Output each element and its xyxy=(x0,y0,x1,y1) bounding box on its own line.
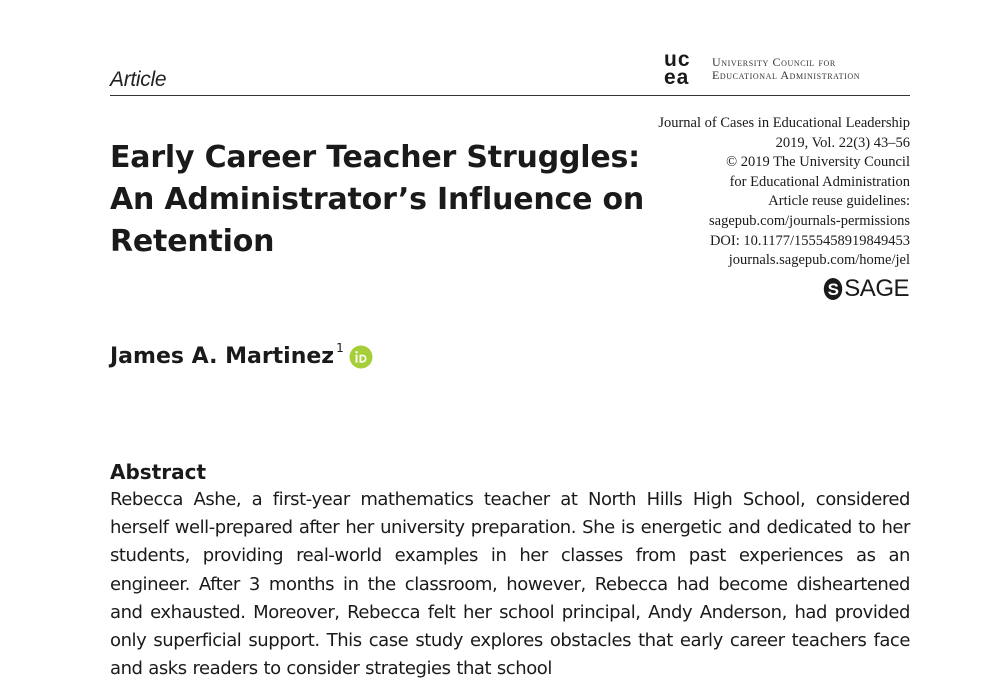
article-title: Early Career Teacher Struggles: An Administrator’s Influence on Retention xyxy=(110,140,645,259)
svg-text:S: S xyxy=(827,280,839,299)
ucea-logo-text-line2: Educational Administration xyxy=(712,68,861,82)
article-type-label: Article xyxy=(110,68,167,91)
doi-link[interactable]: DOI: 10.1177/1555458919849453 xyxy=(709,232,910,249)
header-divider xyxy=(110,95,910,96)
journal-name: Journal of Cases in Educational Leadership xyxy=(658,115,910,131)
author-line xyxy=(110,340,373,369)
ucea-logo-text-line1: University Council for xyxy=(712,55,836,69)
abstract-text: Rebecca Ashe, a first-year mathematics teacher at North Hills High School, considered herself well-prepared after her university preparation. She is energetic and dedicated to her students, providing real-world examples in her classes from past experiences as an engineer. After 3 months in the classroom, however, Rebecca had become disheartened and exhausted. Moreover, Rebecca felt her school principal, Andy Anderson, had provided only superficial support. This case study explores obstacles that early career teachers face and asks readers to consider strategies that school xyxy=(110,489,910,680)
author-name: James A. Martinez xyxy=(110,344,335,369)
sage-logo xyxy=(823,275,909,303)
sage-logo-text: SAGE xyxy=(844,275,909,302)
copyright-line-1: © 2019 The University Council xyxy=(726,154,910,171)
sage-s-icon xyxy=(823,277,843,301)
journal-volume: 2019, Vol. 22(3) 43–56 xyxy=(775,134,910,151)
reuse-guidelines-link[interactable]: sagepub.com/journals-permissions xyxy=(709,212,910,229)
abstract-heading: Abstract xyxy=(110,460,207,484)
ucea-logo-mark-bottom: ea xyxy=(664,66,690,89)
ucea-logo xyxy=(664,48,860,90)
journal-homepage-link[interactable]: journals.sagepub.com/home/jel xyxy=(728,252,910,269)
ucea-logo-mark-top: uc xyxy=(664,48,691,71)
affiliation-mark: 1 xyxy=(336,340,344,355)
ucea-logo-mark xyxy=(664,48,702,90)
journal-metadata xyxy=(658,114,910,271)
ucea-logo-text xyxy=(712,56,860,82)
reuse-guidelines-label: Article reuse guidelines: xyxy=(768,193,910,210)
copyright-line-2: for Educational Administration xyxy=(729,173,910,190)
orcid-icon[interactable] xyxy=(349,345,373,369)
